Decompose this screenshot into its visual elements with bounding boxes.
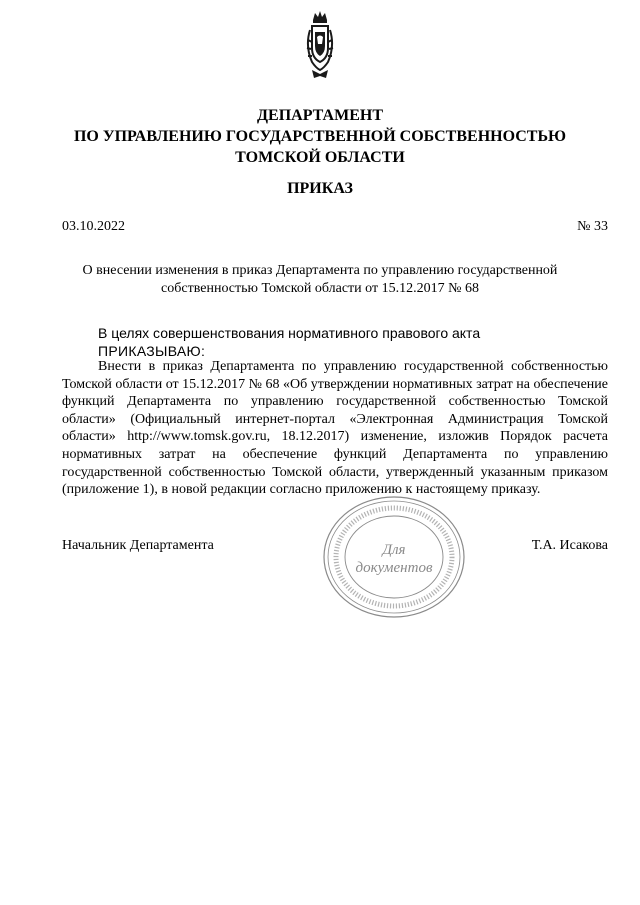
order-number: № 33 xyxy=(577,219,608,234)
stamp-center-line-2: документов xyxy=(355,560,433,576)
order-purpose: В целях совершенствования нормативного правового акта xyxy=(98,325,481,341)
department-title-line-3: ТОМСКОЙ ОБЛАСТИ xyxy=(235,149,405,166)
signatory-name: Т.А. Исакова xyxy=(531,538,608,553)
stamp-center-line-1: Для xyxy=(382,542,406,558)
document-type: ПРИКАЗ xyxy=(287,180,353,197)
department-title-line-1: ДЕПАРТАМЕНТ xyxy=(257,107,383,124)
signatory-title: Начальник Департамента xyxy=(62,538,214,553)
official-stamp xyxy=(322,494,466,620)
order-subject: О внесении изменения в приказ Департамента по управлению государственной собственностью Томской области от 15.12.2017 № 68 xyxy=(82,263,558,296)
order-directive: ПРИКАЗЫВАЮ: xyxy=(98,343,206,359)
coat-of-arms-icon xyxy=(304,10,336,84)
department-title-line-2: ПО УПРАВЛЕНИЮ ГОСУДАРСТВЕННОЙ СОБСТВЕННОСТЬЮ xyxy=(73,128,567,145)
order-body: Внести в приказ Департамента по управлению государственной собственностью Томской области от 15.12.2017 № 68 «Об утверждении нормативных затрат на обеспечение функций Департамента по управлению государственной собственностью Томской области» (Официальный интернет-портал «Электронная Администрация Томской области» http://www.tomsk.gov.ru, 18.12.2017) изменение, изложив Порядок расчета нормативных затрат на обеспечение функций Департамента по управлению государственной собственностью Томской области, утвержденный указанным приказом (приложение 1), в новой редакции согласно приложению к настоящему приказу. xyxy=(62,359,608,498)
order-date: 03.10.2022 xyxy=(62,219,125,234)
